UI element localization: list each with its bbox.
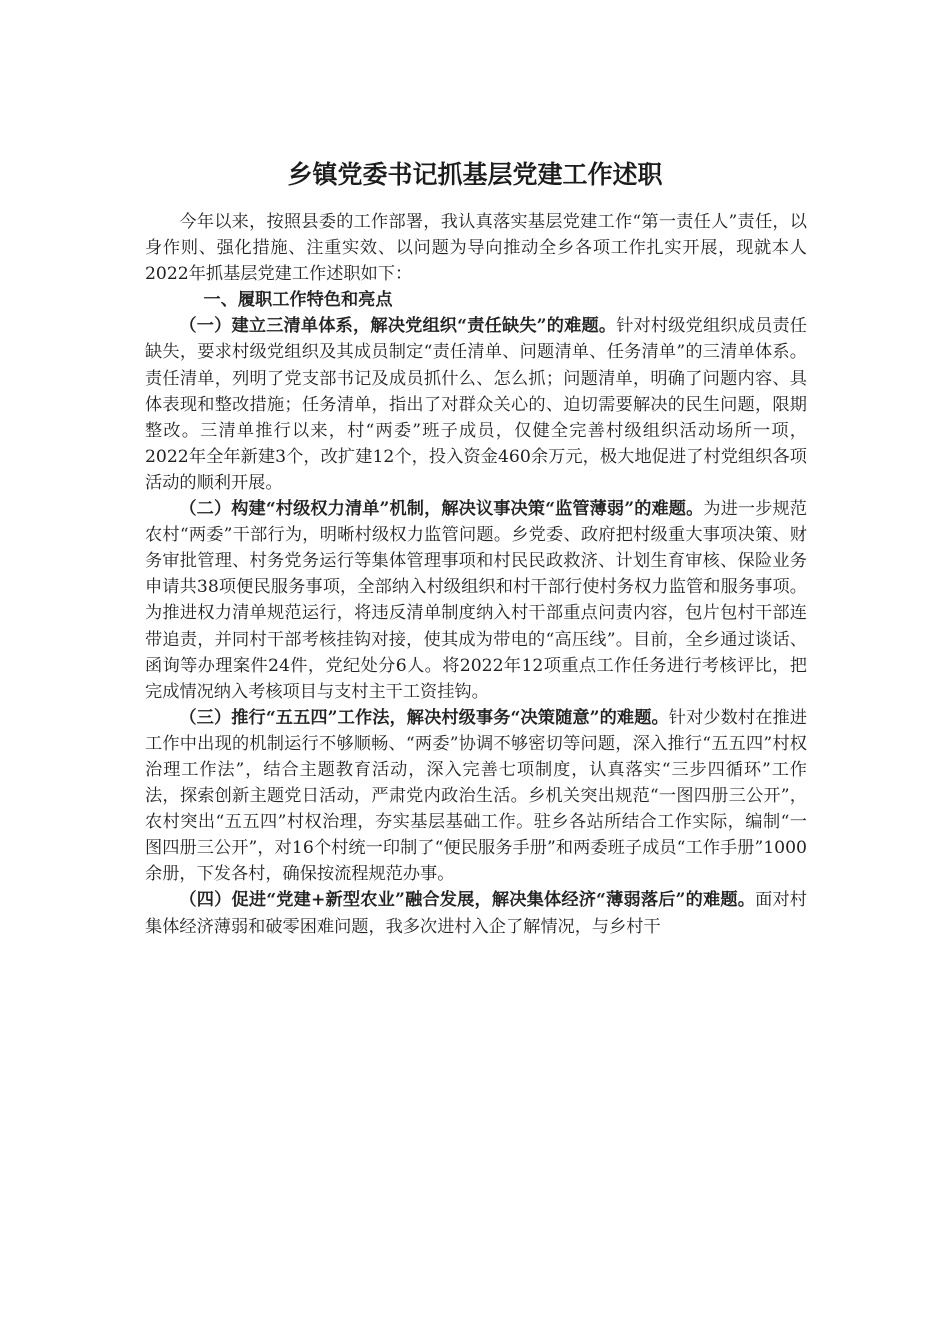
item-text: 为进一步规范农村“两委”干部行为，明晰村级权力监管问题。乡党委、政府把村级重大事项决策、财务审批管理、村务党务运行等集体管理事项和村民民政救济、计划生育审核、保险业务申请共38项便民服务事项，全部纳入村级组织和村干部行使村务权力监管和服务事项。为推进权力清单规范运行，将违反清单制度纳入村干部重点问责内容，包片包村干部连带追责，并同村干部考核挂钩对接，使其成为带电的“高压线”。目前，全乡通过谈话、函询等办理案件24件，党纪处分6人。将2022年12项重点工作任务进行考核评比，把完成情况纳入考核项目与支村主干工资挂钩。	[145, 499, 807, 702]
item-lead: （二）构建“村级权力清单”机制，解决议事决策“监管薄弱”的难题。	[179, 499, 704, 520]
item-lead: （三）推行“五五四”工作法，解决村级事务“决策随意”的难题。	[179, 707, 669, 728]
paragraph-item-4	[145, 887, 807, 939]
paragraph-item-2	[145, 496, 807, 705]
paragraph-item-3	[145, 705, 807, 888]
document-title: 乡镇党委书记抓基层党建工作述职	[287, 160, 663, 189]
item-lead: （一）建立三清单体系，解决党组织“责任缺失”的难题。	[179, 316, 617, 337]
intro-paragraph: 今年以来，按照县委的工作部署，我认真落实基层党建工作“第一责任人”责任，以身作则、强化措施、注重实效、以问题为导向推动全乡各项工作扎实开展，现就本人2022年抓基层党建工作述职如下：	[145, 212, 807, 285]
item-text: 针对村级党组织成员责任缺失，要求村级党组织及其成员制定“责任清单、问题清单、任务清单”的三清单体系。责任清单，列明了党支部书记及成员抓什么、怎么抓；问题清单，明确了问题内容、具体表现和整改措施；任务清单，指出了对群众关心的、迫切需要解决的民生问题，限期整改。三清单推行以来，村“两委”班子成员，仅健全完善村级组织活动场所一项，2022年全年新建3个，改扩建12个，投入资金460余万元，极大地促进了村党组织各项活动的顺利开展。	[145, 316, 807, 493]
document-body	[145, 209, 807, 940]
item-text: 面对村集体经济薄弱和破零困难问题，我多次进村入企了解情况，与乡村干	[145, 890, 807, 937]
section-heading: 一、履职工作特色和亮点	[203, 290, 393, 311]
paragraph-item-1	[145, 313, 807, 496]
item-lead: （四）促进“党建+新型农业”融合发展，解决集体经济“薄弱落后”的难题。	[179, 890, 756, 911]
item-text: 针对少数村在推进工作中出现的机制运行不够顺畅、“两委”协调不够密切等问题，深入推行“五五四”村权治理工作法”，结合主题教育活动，深入完善七项制度，认真落实“三步四循环”工作法，探索创新主题党日活动，严肃党内政治生活。乡机关突出规范“一图四册三公开”，农村突出“五五四”村权治理，夯实基层基础工作。驻乡各站所结合工作实际，编制“一图四册三公开”，对16个村统一印制了“便民服务手册”和两委班子成员“工作手册”1000余册，下发各村，确保按流程规范办事。	[145, 707, 807, 885]
